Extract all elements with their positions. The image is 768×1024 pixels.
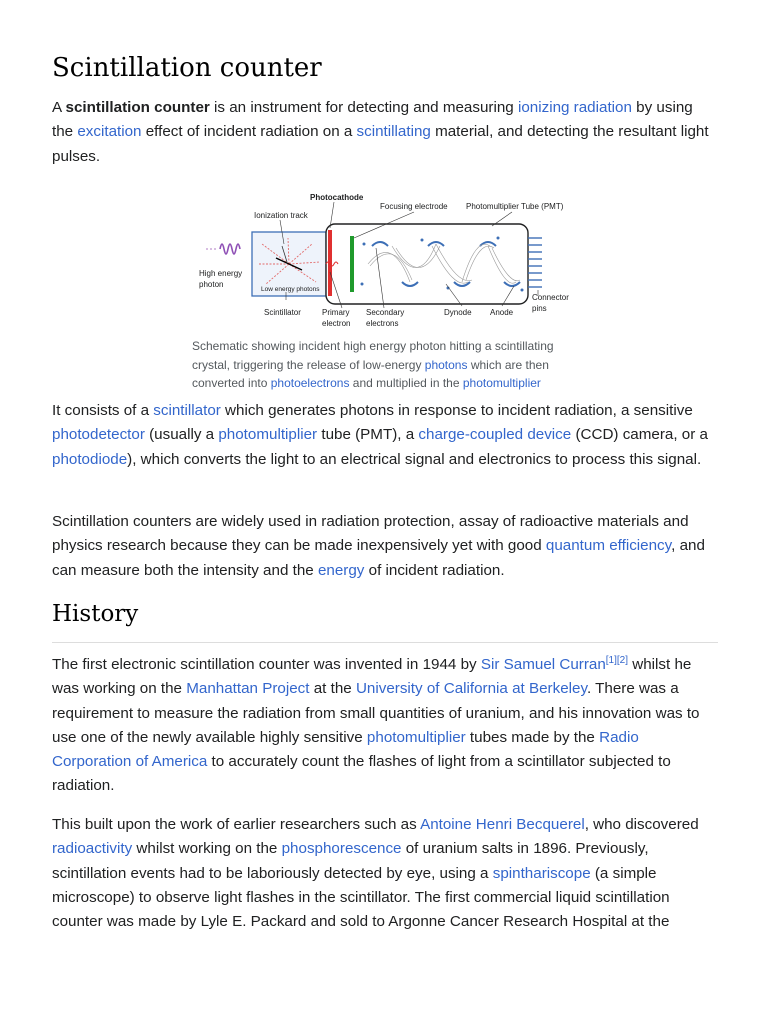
- schematic-figure[interactable]: [192, 186, 582, 339]
- label-electron: electron: [322, 319, 351, 328]
- ref-2[interactable]: [2]: [616, 654, 629, 666]
- link-scintillator[interactable]: scintillator: [153, 402, 221, 419]
- link-photons[interactable]: photons: [424, 357, 468, 372]
- connector-pins: [528, 238, 542, 287]
- link-energy[interactable]: energy: [317, 561, 365, 579]
- link-scintillating[interactable]: scintillating: [356, 123, 431, 141]
- figure-caption: Schematic showing incident high energy photon hitting a scintillating crystal, triggering the release of low-energy photons which are then converted into photoelectrons and multiplied in the photomultiplier: [192, 339, 554, 390]
- intro-paragraph: A scintillation counter is an instrument for detecting and measuring ionizing radiation by using the excitation effect of incident radiation on a scintillating material, and detecting the resultant light pulses.: [52, 99, 709, 165]
- history-paragraph-2: This built upon the work of earlier researchers such as Antoine Henri Becquerel, who discovered radioactivity whilst working on the phosphorescence of uranium salts in 1896. Previously, scintillation events had to be laboriously detected by eye, using a spinthariscope (a simple microscope) to observe light flashes in the scintillator. The first commercial liquid scintillation counter was made by Lyle E. Packard and sold to Argonne Cancer Research Hospital at the: [52, 816, 699, 931]
- heading-divider: [52, 642, 718, 643]
- link-quantum-efficiency[interactable]: quantum efficiency: [545, 537, 672, 555]
- scintillation-schematic: [192, 186, 582, 334]
- link-excitation[interactable]: excitation: [77, 123, 142, 141]
- label-primary: Primary: [322, 308, 350, 317]
- label-focusing-electrode: Focusing electrode: [380, 202, 448, 211]
- link-phosphorescence[interactable]: phosphorescence: [281, 840, 402, 858]
- label-scintillator: Scintillator: [264, 308, 301, 317]
- label-high-energy: High energy: [199, 269, 243, 278]
- label-photocathode: Photocathode: [310, 193, 364, 202]
- link-uc-berkeley[interactable]: University of California at Berkeley: [355, 680, 587, 698]
- history-heading: History: [52, 601, 139, 627]
- link-rca[interactable]: Radio Corporation of America: [52, 728, 639, 771]
- link-samuel-curran[interactable]: Sir Samuel Curran: [480, 656, 606, 673]
- page-title: Scintillation counter: [52, 53, 322, 83]
- link-photomultiplier[interactable]: photomultiplier: [218, 426, 318, 444]
- link-photoelectrons[interactable]: photoelectrons: [270, 376, 350, 390]
- link-charge-coupled-device[interactable]: charge-coupled device: [418, 426, 572, 444]
- label-dynode: Dynode: [444, 308, 472, 317]
- ref-1[interactable]: [1]: [605, 654, 617, 666]
- link-spinthariscope[interactable]: spinthariscope: [492, 864, 591, 882]
- link-ionizing-radiation[interactable]: ionizing radiation: [517, 99, 632, 116]
- link-radioactivity[interactable]: radioactivity: [52, 840, 133, 858]
- link-manhattan-project[interactable]: Manhattan Project: [186, 680, 310, 698]
- label-photon: photon: [199, 280, 224, 289]
- link-photodiode[interactable]: photodiode: [52, 450, 128, 468]
- term-bold: scintillation counter: [65, 99, 210, 116]
- label-pins: pins: [532, 304, 547, 313]
- label-low-energy-photons: Low energy photons: [261, 286, 320, 293]
- components-paragraph: It consists of a scintillator which generates photons in response to incident radiation, a sensitive photodetector (usually a photomultiplier tube (PMT), a charge-coupled device (CCD) camera, or a photodiode), which converts the light to an electrical signal and electronics to process this signal.: [52, 402, 708, 468]
- link-photodetector[interactable]: photodetector: [52, 426, 145, 444]
- label-anode: Anode: [490, 308, 514, 317]
- uses-paragraph: Scintillation counters are widely used in radiation protection, assay of radioactive materials and physics research because they can be made inexpensively yet with good quantum efficiency, and can measure both the intensity and the energy of incident radiation.: [52, 513, 705, 579]
- link-becquerel[interactable]: Antoine Henri Becquerel: [420, 816, 585, 833]
- label-pmt: Photomultiplier Tube (PMT): [466, 202, 564, 211]
- focusing-electrode: [350, 236, 354, 292]
- history-paragraph-1: The first electronic scintillation counter was invented in 1944 by Sir Samuel Curran[1][2] whilst he was working on the Manhattan Project at the University of California at Berkeley. There was a requirement to measure the radiation from small quantities of uranium, and his innovation was to use one of the newly available highly sensitive photomultiplier tubes made by the Radio Corporation of America to accurately count the flashes of light from a scintillator subjected to radiation.: [52, 654, 700, 795]
- photon-wave: [220, 244, 240, 254]
- label-secondary: Secondary: [366, 308, 405, 317]
- label-ionization-track: Ionization track: [254, 211, 308, 220]
- link-photomultiplier-caption[interactable]: photomultiplier: [462, 376, 541, 390]
- label-connector: Connector: [532, 293, 569, 302]
- label-electrons: electrons: [366, 319, 399, 328]
- link-photomultiplier-history[interactable]: photomultiplier: [366, 728, 466, 746]
